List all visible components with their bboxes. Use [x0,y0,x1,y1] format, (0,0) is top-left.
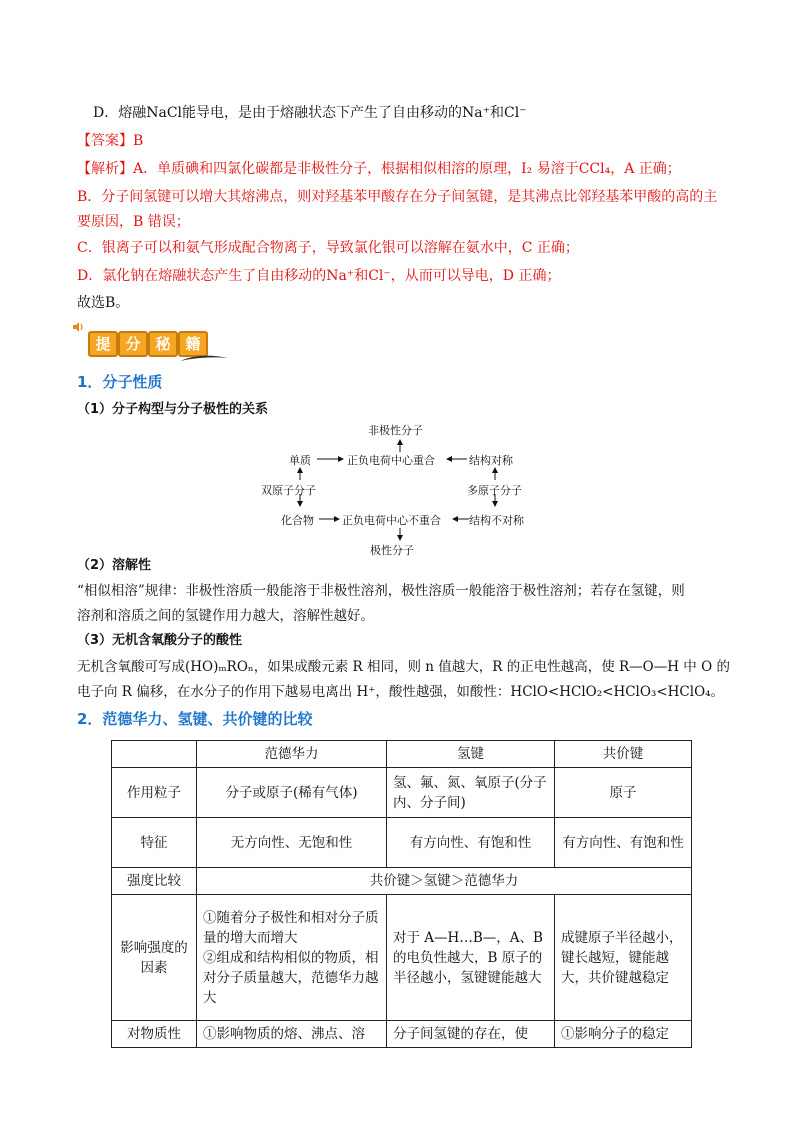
analysis-line-4: C．银离子可以和氨气形成配合物离子，导致氯化银可以溶解在氨水中，C 正确； [77,240,579,256]
table-header-cell: 氢键 [387,741,555,768]
banner-char-2: 分 [118,331,148,357]
table-cell: 作用粒子 [112,768,197,818]
answer-label: 【答案】 [77,133,133,149]
section2-heading: 2．范德华力、氢键、共价键的比较 [77,710,313,728]
table-cell: 对于 A—H…B—，A、B 的电负性越大，B 原子的半径越小，氢键键能越大 [387,895,555,1021]
diagram-row1-right: 结构对称 [469,454,513,467]
analysis-line-6: 故选B。 [77,295,130,311]
diagram-row1-mid: 正负电荷中心重合 [347,454,435,467]
banner-char-3: 秘 [148,331,178,357]
answer-value: B [133,133,144,149]
acid-line-2: 电子向 R 偏移，在水分子的作用下越易电离出 H⁺，酸性越强，如酸性：HClO<HClO₂<HClO₃<HClO₄。 [77,684,725,700]
table-cell: 对物质性 [112,1021,197,1048]
diagram-bottom: 极性分子 [370,544,414,557]
table-row [112,741,692,768]
answer-line [77,131,143,151]
table-row [112,818,692,868]
table-row [112,868,692,895]
table-cell: 强度比较 [112,868,197,895]
banner-char-4: 籍 [178,331,208,357]
speaker-icon [72,321,84,333]
table-cell: ①影响分子的稳定 [555,1021,692,1048]
diagram-row2-left: 双原子分子 [261,484,316,497]
diagram-row3-mid: 正负电荷中心不重合 [342,514,441,527]
table-header-cell: 共价键 [555,741,692,768]
diagram-row2-right: 多原子分子 [467,484,522,497]
table-row [112,1021,692,1048]
table-cell: 氢、氟、氮、氧原子(分子内、分子间) [387,768,555,818]
table-cell: 有方向性、有饱和性 [555,818,692,868]
section1-heading: 1．分子性质 [77,373,163,391]
analysis-line-2: B．分子间氢键可以增大其熔沸点，则对羟基苯甲酸存在分子间氢键，是其沸点比邻羟基苯甲酸的高的主 [77,189,718,205]
table-cell: 无方向性、无饱和性 [197,818,387,868]
polarity-diagram [255,422,555,562]
table-cell: 分子或原子(稀有气体) [197,768,387,818]
comparison-table [111,740,692,1048]
table-cell: ①影响物质的熔、沸点、溶 [197,1021,387,1048]
table-cell: 成键原子半径越小，键长越短，键能越大，共价键越稳定 [555,895,692,1021]
table-cell: 分子间氢键的存在，使 [387,1021,555,1048]
analysis-line-1: 【解析】A．单质碘和四氯化碳都是非极性分子，根据相似相溶的原理，I₂ 易溶于CCl₄，A 正确； [77,161,681,177]
solubility-line-1: “相似相溶”规律：非极性溶质一般能溶于非极性溶剂，极性溶质一般能溶于极性溶剂；若存在氢键，则 [77,583,685,599]
table-cell: 影响强度的因素 [112,895,197,1021]
table-cell: 共价键＞氢键＞范德华力 [197,868,692,895]
option-d: D．熔融NaCl能导电，是由于熔融状态下产生了自由移动的Na⁺和Cl⁻ [93,105,527,121]
diagram-row3-left: 化合物 [281,514,314,527]
table-cell: 有方向性、有饱和性 [387,818,555,868]
analysis-line-3: 要原因，B 错误； [77,214,190,230]
table-cell: 原子 [555,768,692,818]
table-row [112,895,692,1021]
solubility-line-2: 溶剂和溶质之间的氢键作用力越大，溶解性越好。 [77,608,374,624]
section1-sub2: （2）溶解性 [77,558,152,573]
analysis-line-5: D．氯化钠在熔融状态产生了自由移动的Na⁺和Cl⁻，从而可以导电，D 正确； [77,268,561,284]
banner-char-1: 提 [88,331,118,357]
table-cell: ①随着分子极性和相对分子质量的增大而增大 ②组成和结构相似的物质，相对分子质量越大，范德华力越大 [197,895,387,1021]
section1-sub3: （3）无机含氧酸分子的酸性 [77,633,243,648]
diagram-row3-right: 结构不对称 [469,514,524,527]
table-header-cell [112,741,197,768]
acid-line-1: 无机含氧酸可写成(HO)ₘROₙ，如果成酸元素 R 相同，则 n 值越大，R 的正电性越高，使 R—O—H 中 O 的 [77,659,730,675]
diagram-top: 非极性分子 [368,424,423,437]
analysis-label: 【解析】 [77,161,133,177]
table-row [112,768,692,818]
diagram-row1-left: 单质 [289,454,311,467]
table-cell: 特征 [112,818,197,868]
table-header-cell: 范德华力 [197,741,387,768]
section1-sub1: （1）分子构型与分子极性的关系 [77,402,269,417]
banner-swoosh-icon [180,350,228,360]
